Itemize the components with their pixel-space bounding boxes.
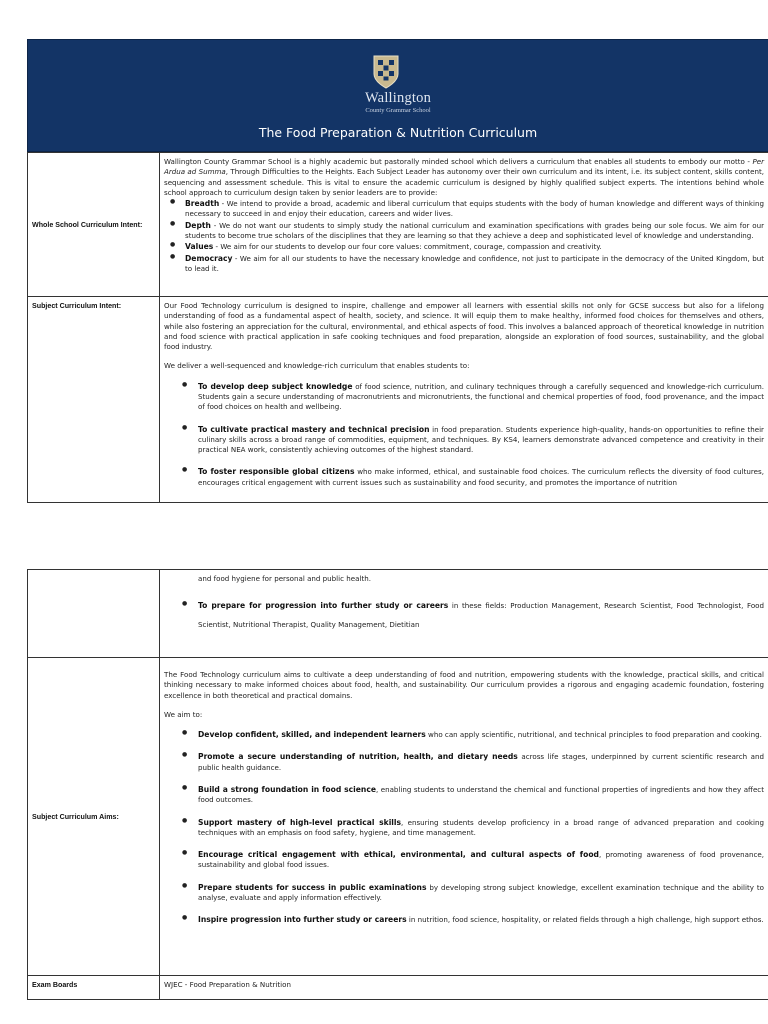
subject-intent-lead: We deliver a well-sequenced and knowledge-rich curriculum that enables students to:	[164, 361, 470, 371]
list-item: ● Encourage critical engagement with ethical, environmental, and cultural aspects of food, promoting awareness of food provenance, sustainability and global food issues.	[164, 849, 764, 871]
list-item: ● To foster responsible global citizens who make informed, ethical, and sustainable food choices. The curriculum reflects the diversity of food cultures, encourages critical engagement with current issues such as sustainability and food security, and promotes the importance of nutrition	[164, 466, 764, 488]
school-name: Wallington	[364, 90, 432, 106]
table-row	[28, 570, 768, 658]
header-banner	[27, 39, 768, 152]
curriculum-table-1	[27, 152, 768, 503]
subject-intent-label: Subject Curriculum Intent:	[28, 297, 160, 503]
aims-lead: We aim to:	[164, 709, 203, 719]
aims-paragraph: The Food Technology curriculum aims to cultivate a deep understanding of food and nutrition, empowering students with the knowledge, practical skills, and critical thinking necessary to make informed choices about food, health, and sustainability. Our curriculum provides a rigorous and engaging academic foundation, fostering excellence in both theoretical and practical domains.	[164, 670, 764, 700]
deliver-list	[164, 381, 764, 488]
table-row	[28, 658, 768, 976]
school-motto: Per Ardua ad Summa	[164, 157, 764, 177]
list-item: ● Promote a secure understanding of nutrition, health, and dietary needs across life stages, underpinned by current scientific research and public health guidance.	[164, 751, 764, 773]
subject-intent-continued	[160, 570, 768, 658]
list-item: ● Depth - We do not want our students to simply study the national curriculum and examination specifications with grades being our sole focus. We aim for our students to become true scholars of the disciplines that they are learning so that they achieve a deep and sophisticated level of knowledge and understanding.	[164, 220, 764, 242]
list-item: ● Values - We aim for our students to develop our four core values: commitment, courage, compassion and creativity.	[164, 241, 764, 252]
subject-aims-label: Subject Curriculum Aims:	[28, 658, 160, 976]
list-item: ● To develop deep subject knowledge of food science, nutrition, and culinary techniques through a carefully sequenced and knowledge-rich curriculum. Students gain a secure understanding of macronutrients and micronutrients, the functional and chemical properties of food, food provenance, and the impact of food choices on health and wellbeing.	[164, 381, 764, 413]
page-title: The Food Preparation & Nutrition Curriculum	[258, 125, 538, 140]
list-item: ● To prepare for progression into further study or careers in these fields: Production Management, Research Scientist, Food Technologist, Food Scientist, Nutritional Therapist, Quality Management, Dietitian	[164, 597, 764, 632]
subject-aims-content	[160, 658, 768, 976]
whole-school-intent-label: Whole School Curriculum Intent:	[28, 153, 160, 297]
list-item: ● Support mastery of high-level practical skills, ensuring students develop proficiency in a broad range of advanced preparation and cooking techniques with an emphasis on food safety, hygiene, and time management.	[164, 817, 764, 839]
list-item: ● Breadth - We intend to provide a broad, academic and liberal curriculum that equips students with the body of human knowledge and different ways of thinking necessary to succeed in and enjoy their education, careers and wider lives.	[164, 198, 764, 220]
list-item: ● Prepare students for success in public examinations by developing strong subject knowledge, excellent examination technique and the ability to analyse, evaluate and apply information effectively.	[164, 882, 764, 904]
table-row	[28, 153, 768, 297]
page-section-2	[27, 569, 768, 1000]
table-row	[28, 976, 768, 1000]
exam-boards-label: Exam Boards	[28, 976, 160, 1000]
curriculum-table-2	[27, 569, 768, 1000]
exam-boards-value: WJEC - Food Preparation & Nutrition	[160, 976, 768, 1000]
core-intent-list	[164, 198, 764, 274]
list-item: ● To cultivate practical mastery and technical precision in food preparation. Students experience high-quality, hands-on opportunities to refine their culinary skills across a broad range of commodities, equipment, and techniques. By KS4, learners demonstrate advanced competence and creativity in their practical NEA work, consistently achieving outcomes of the highest standard.	[164, 424, 764, 456]
list-item: ● Inspire progression into further study or careers in nutrition, food science, hospitality, or related fields through a high challenge, high support ethos.	[164, 914, 764, 925]
whole-school-intro: Wallington County Grammar School is a highly academic but pastorally minded school which delivers a curriculum that enables all students to embody our motto - Per Ardua ad Summa, Through Difficulties to the Heights. Each Subject Leader has autonomy over their own curriculum and its intent, i.e. its subject content, skills content, sequencing and assessment schedule. This is vital to ensure the academic curriculum is designed by highly qualified subject experts. The intentions behind whole school approach to curriculum design taken by senior leaders are to provide:	[164, 157, 764, 197]
subject-intent-paragraph: Our Food Technology curriculum is designed to inspire, challenge and empower all learners with essential skills not only for GCSE success but also for a lifelong understanding of food as a fundamental aspect of health, society, and science. It will equip them to make healthy, informed food choices for themselves and others, while also fostering an appreciation for the cultural, environmental, and ethical aspects of food. This involves a balanced approach of theoretical knowledge in nutrition and food science with practical application in safe cooking techniques and food preparation, alongside an exploration of food sources, sustainability, and the global food industry.	[164, 301, 764, 352]
continued-text: and food hygiene for personal and public health.	[198, 574, 371, 583]
list-item: ● Build a strong foundation in food science, enabling students to understand the chemical and functional properties of ingredients and how they affect food outcomes.	[164, 784, 764, 806]
continued-label-cell	[28, 570, 160, 658]
list-item: ● Democracy - We aim for all our students to have the necessary knowledge and confidence, not just to participate in the democracy of the United Kingdom, but to lead it.	[164, 253, 764, 275]
aims-list	[164, 729, 764, 925]
progression-list	[164, 597, 764, 632]
school-crest-icon	[370, 54, 402, 90]
page-section-1	[27, 39, 768, 503]
whole-school-intent-content	[160, 153, 768, 297]
table-row	[28, 297, 768, 503]
school-subtitle: County Grammar School	[365, 107, 431, 114]
subject-intent-content	[160, 297, 768, 503]
list-item: ● Develop confident, skilled, and independent learners who can apply scientific, nutritional, and technical principles to food preparation and cooking.	[164, 729, 764, 740]
